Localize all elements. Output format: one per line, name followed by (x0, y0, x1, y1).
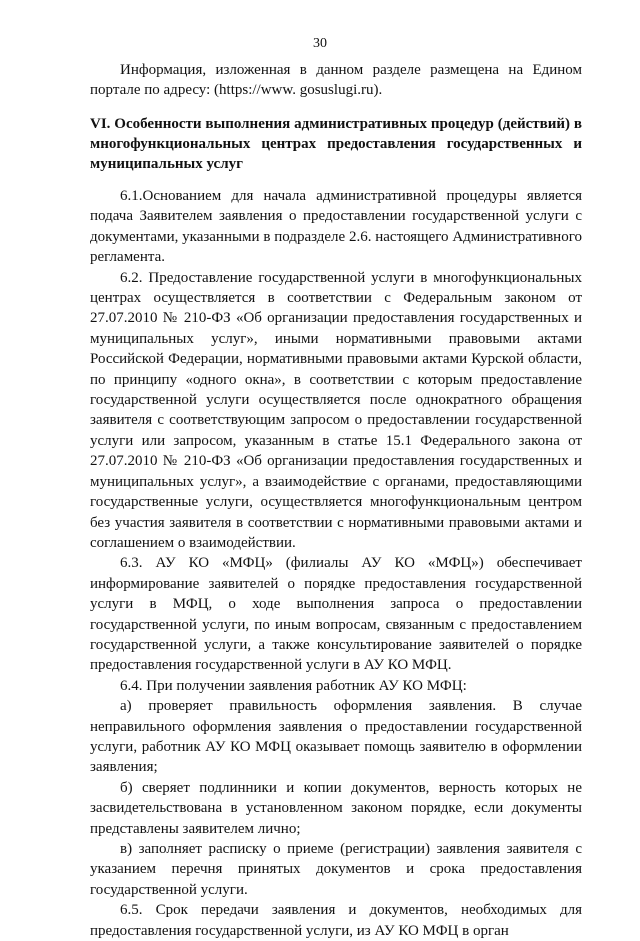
paragraph-6-4-b: б) сверяет подлинники и копии документов, верность которых не засвидетельствована в установленном законом порядке, если документы представлены заявителем лично; (90, 779, 582, 837)
paragraph-6-3: 6.3. АУ КО «МФЦ» (филиалы АУ КО «МФЦ») обеспечивает информирование заявителей о порядке предоставления государственной услуги в МФЦ, о ходе выполнения запроса о предоставлении государственной услуги, по иным вопросам, связанным с предоставлением государственной услуги, а также консультирование заявителей о порядке предоставления государственной услуги в АУ КО МФЦ. (90, 555, 582, 674)
intro-block (90, 60, 582, 101)
paragraph-6-4-c: в) заполняет расписку о приеме (регистрации) заявления заявителя с указанием перечня принятых документов и срока предоставления государственной услуги. (90, 841, 582, 898)
section-heading: VI. Особенности выполнения административных процедур (действий) в многофункциональных центрах предоставления государственных и муниципальных услуг (90, 116, 582, 172)
section-body (90, 186, 582, 941)
paragraph-6-4-a: а) проверяет правильность оформления заявления. В случае неправильного оформления заявления о предоставлении государственной услуги, работник АУ КО МФЦ оказывает помощь заявителю в оформлении заявления; (90, 698, 582, 776)
paragraph-6-1: 6.1.Основанием для начала административной процедуры является подача Заявителем заявления о предоставлении государственной услуги с документами, указанными в подразделе 2.6. настоящего Административного регламента. (90, 188, 582, 266)
page-number: 30 (313, 36, 327, 51)
paragraph-6-4: 6.4. При получении заявления работник АУ КО МФЦ: (120, 677, 467, 694)
paragraph-6-2: 6.2. Предоставление государственной услуги в многофункциональных центрах осуществляется в соответствии с Федеральным законом от 27.07.2010 № 210-ФЗ «Об организации предоставления государственных и муниципальных услуг», иными нормативными правовыми актами Российской Федерации, нормативными правовыми актами Курской области, по принципу «одного окна», в соответствии с которым предоставление государственной услуги осуществляется после однократного обращения заявителя с соответствующим запросом о предоставлении государственной услуги или запросом, указанным в статье 15.1 Федерального закона от 27.07.2010 № 210-ФЗ «Об организации предоставления государственных и муниципальных услуг», а взаимодействие с органами, предоставляющими государственные услуги, осуществляется многофункциональным центром без участия заявителя в соответствии с нормативными правовыми актами и соглашением о взаимодействии. (90, 269, 582, 551)
intro-paragraph: Информация, изложенная в данном разделе размещена на Едином портале по адресу: (https://www. gosuslugi.ru). (90, 62, 582, 99)
section-heading-block (90, 114, 582, 174)
paragraph-6-5: 6.5. Срок передачи заявления и документов, необходимых для предоставления государственной услуги, из АУ КО МФЦ в орган (90, 902, 582, 939)
